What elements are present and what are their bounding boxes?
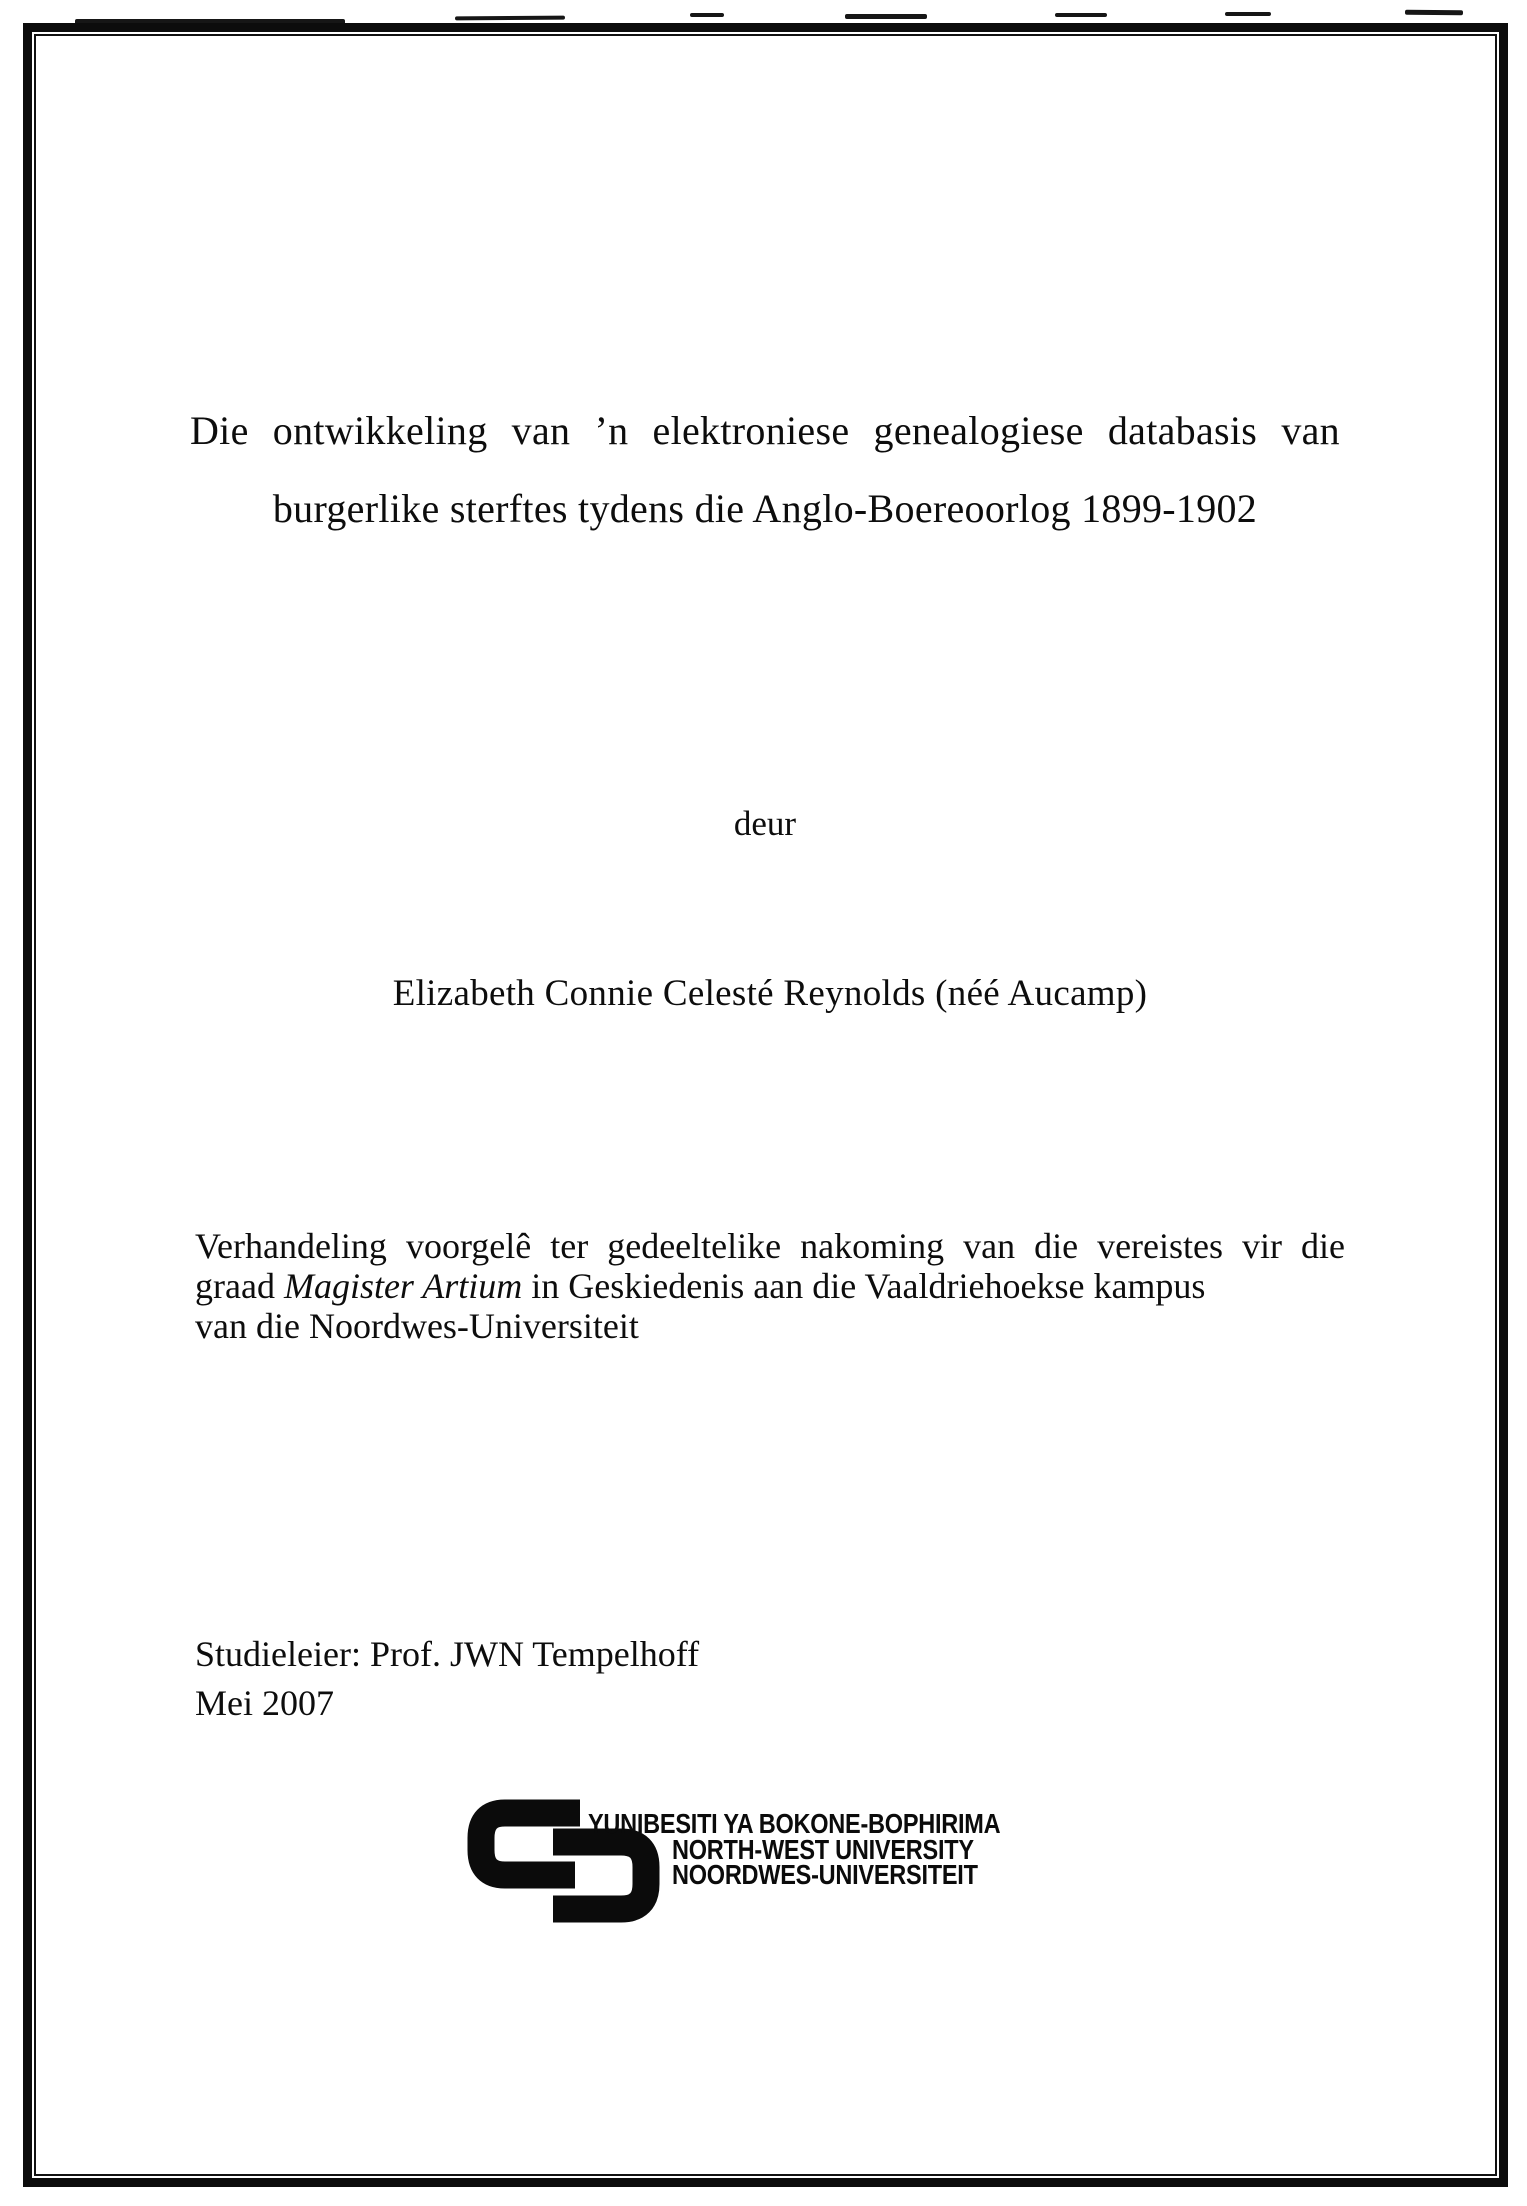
thesis-title-line-1: Die ontwikkeling van ’n elektroniese genealogiese databasis van <box>190 408 1340 453</box>
nwu-logo-line-setswana: YUNIBESITI YA BOKONE-BOPHIRIMA <box>588 1808 1001 1839</box>
nwu-logo-line-english: NORTH-WEST UNIVERSITY <box>672 1833 974 1865</box>
degree-name-italic: Magister Artium <box>283 1266 523 1306</box>
date-line: Mei 2007 <box>195 1683 334 1723</box>
scan-artifact <box>1055 13 1107 17</box>
degree-statement-line-1: Verhandeling voorgelê ter gedeeltelike nakoming van die vereistes vir die <box>195 1226 1345 1266</box>
degree-statement <box>195 1226 1345 1346</box>
supervisor-block <box>195 1630 699 1728</box>
scan-artifact <box>845 14 927 19</box>
scan-artifact <box>455 16 565 21</box>
scan-artifact <box>690 13 724 17</box>
thesis-title-line-2: burgerlike sterftes tydens die Anglo-Boereoorlog 1899-1902 <box>272 486 1258 531</box>
scan-artifact <box>1405 10 1463 16</box>
nwu-logo-line-afrikaans: NOORDWES-UNIVERSITEIT <box>672 1859 978 1890</box>
degree-statement-line-2-post: in Geskiedenis aan die Vaaldriehoekse kampus <box>522 1266 1206 1306</box>
scan-artifact <box>1225 12 1271 16</box>
thesis-title <box>190 392 1340 548</box>
supervisor-line: Studieleier: Prof. JWN Tempelhoff <box>195 1634 700 1674</box>
nwu-logo <box>465 1798 1105 1958</box>
degree-statement-line-2 <box>195 1266 1345 1306</box>
author-name: Elizabeth Connie Celesté Reynolds (néé Aucamp) <box>392 973 1148 1014</box>
nwu-logo-wordmark <box>588 1808 1001 1890</box>
degree-statement-line-3: van die Noordwes-Universiteit <box>195 1306 639 1346</box>
degree-statement-line-2-pre: graad <box>195 1266 284 1306</box>
byline-deur: deur <box>733 804 797 843</box>
